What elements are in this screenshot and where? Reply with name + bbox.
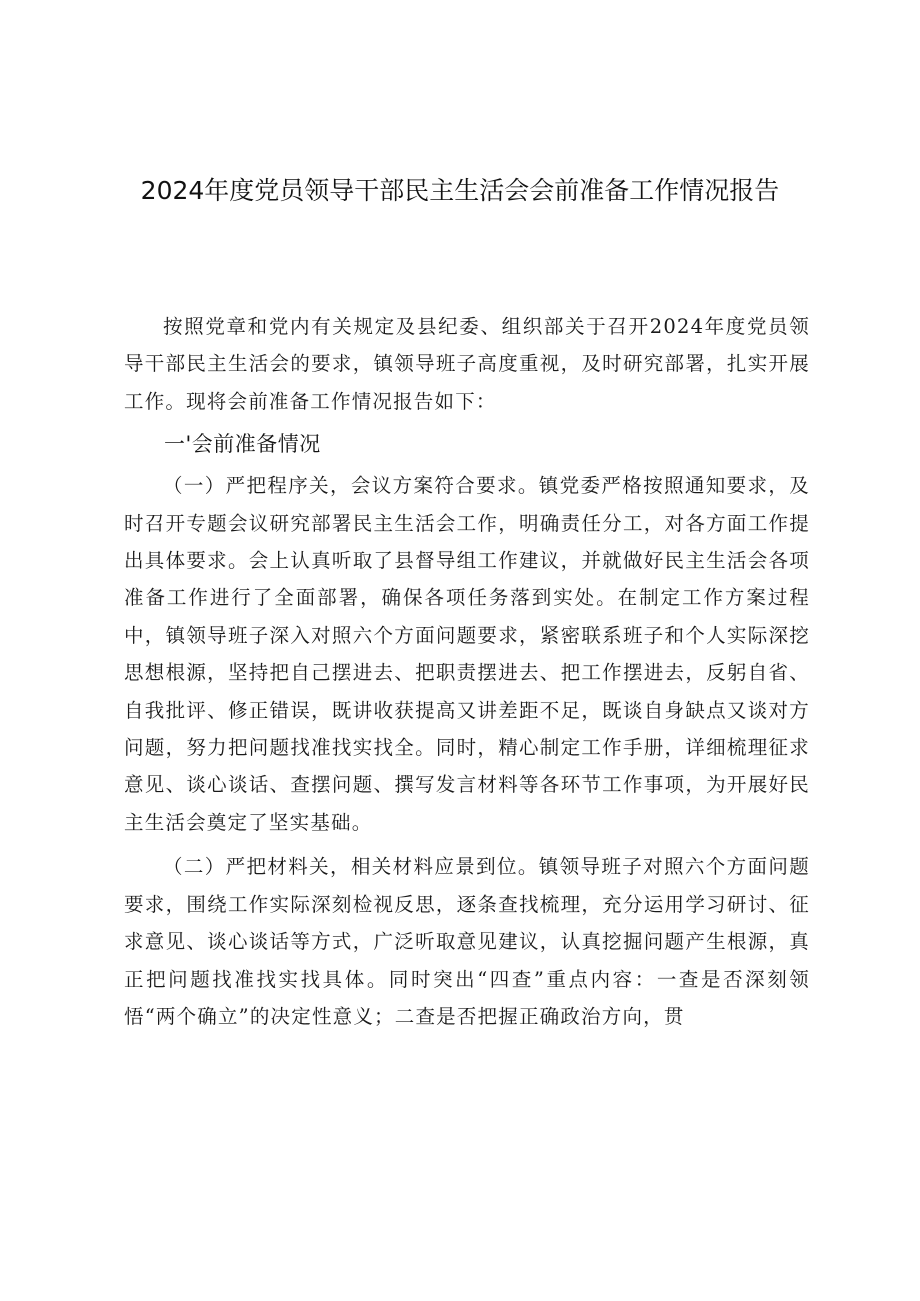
document-body <box>124 308 810 1035</box>
document-title: 2024年度党员领导干部民主生活会会前准备工作情况报告 <box>140 176 780 205</box>
intro-paragraph: 按照党章和党内有关规定及县纪委、组织部关于召开2024年度党员领导干部民主生活会的要求，镇领导班子高度重视，及时研究部署，扎实开展工作。现将会前准备工作情况报告如下： <box>124 315 810 413</box>
section-one-paragraph: （一）严把程序关，会议方案符合要求。镇党委严格按照通知要求，及时召开专题会议研究部署民主生活会工作，明确责任分工，对各方面工作提出具体要求。会上认真听取了县督导组工作建议，并就做好民主生活会各项准备工作进行了全面部署，确保各项任务落到实处。在制定工作方案过程中，镇领导班子深入对照六个方面问题要求，紧密联系班子和个人实际深挖思想根源，坚持把自己摆进去、把职责摆进去、把工作摆进去，反躬自省、自我批评、修正错误，既讲收获提高又讲差距不足，既谈自身缺点又谈对方问题，努力把问题找准找实找全。同时，精心制定工作手册，详细梳理征求意见、谈心谈话、查摆问题、撰写发言材料等各环节工作事项，为开展好民主生活会奠定了坚实基础。 <box>124 474 810 834</box>
section-two-paragraph: （二）严把材料关，相关材料应景到位。镇领导班子对照六个方面问题要求，围绕工作实际深刻检视反思，逐条查找梳理，充分运用学习研讨、征求意见、谈心谈话等方式，广泛听取意见建议，认真挖掘问题产生根源，真正把问题找准找实找具体。同时突出“四查”重点内容：一查是否深刻领悟“两个确立”的决定性意义；二查是否把握正确政治方向，贯 <box>124 855 810 1028</box>
section-heading-one: 一'会前准备情况 <box>164 432 321 457</box>
